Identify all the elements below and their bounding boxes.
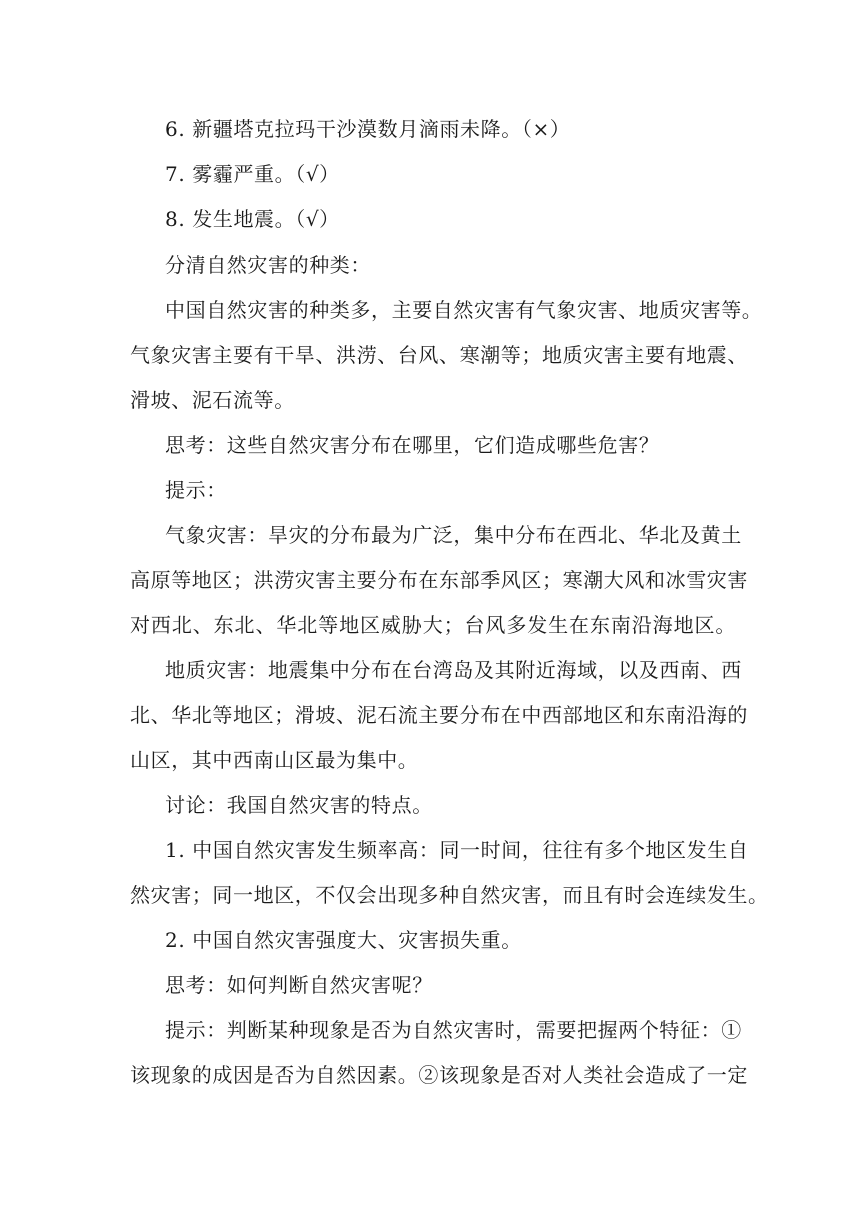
answer-line-8: 8. 发生地震。（√） — [165, 207, 340, 231]
paragraph-line: 2. 中国自然灾害强度大、灾害损失重。 — [165, 928, 522, 952]
paragraph-line: 然灾害；同一地区，不仅会出现多种自然灾害，而且有时会连续发生。 — [130, 883, 769, 907]
answer-line-6: 6. 新疆塔克拉玛干沙漠数月滴雨未降。（×） — [165, 117, 571, 141]
discussion-line: 讨论：我国自然灾害的特点。 — [165, 793, 433, 817]
paragraph-line: 对西北、东北、华北等地区威胁大；台风多发生在东南沿海地区。 — [130, 613, 736, 637]
paragraph-line: 该现象的成因是否为自然因素。②该现象是否对人类社会造成了一定 — [130, 1063, 748, 1087]
paragraph-line: 1. 中国自然灾害发生频率高：同一时间，往往有多个地区发生自 — [165, 838, 749, 862]
question-line: 思考：这些自然灾害分布在哪里，它们造成哪些危害？ — [165, 433, 660, 457]
question-line: 思考：如何判断自然灾害呢？ — [165, 973, 433, 997]
paragraph-line: 气象灾害主要有干旱、洪涝、台风、寒潮等；地质灾害主要有地震、 — [130, 343, 748, 367]
answer-line-7: 7. 雾霾严重。（√） — [165, 162, 340, 186]
hint-label: 提示： — [165, 478, 227, 502]
paragraph-line: 气象灾害：旱灾的分布最为广泛，集中分布在西北、华北及黄土 — [165, 523, 742, 547]
paragraph-line: 山区，其中西南山区最为集中。 — [130, 748, 419, 772]
paragraph-line: 北、华北等地区；滑坡、泥石流主要分布在中西部地区和东南沿海的 — [130, 703, 748, 727]
paragraph-line: 提示：判断某种现象是否为自然灾害时，需要把握两个特征：① — [165, 1018, 742, 1042]
paragraph-line: 高原等地区；洪涝灾害主要分布在东部季风区；寒潮大风和冰雪灾害 — [130, 568, 748, 592]
paragraph-line: 地质灾害：地震集中分布在台湾岛及其附近海域，以及西南、西 — [165, 658, 742, 682]
paragraph-line: 滑坡、泥石流等。 — [130, 388, 295, 412]
paragraph-line: 中国自然灾害的种类多，主要自然灾害有气象灾害、地质灾害等。 — [165, 298, 763, 322]
section-heading-disaster-types: 分清自然灾害的种类： — [165, 253, 371, 277]
